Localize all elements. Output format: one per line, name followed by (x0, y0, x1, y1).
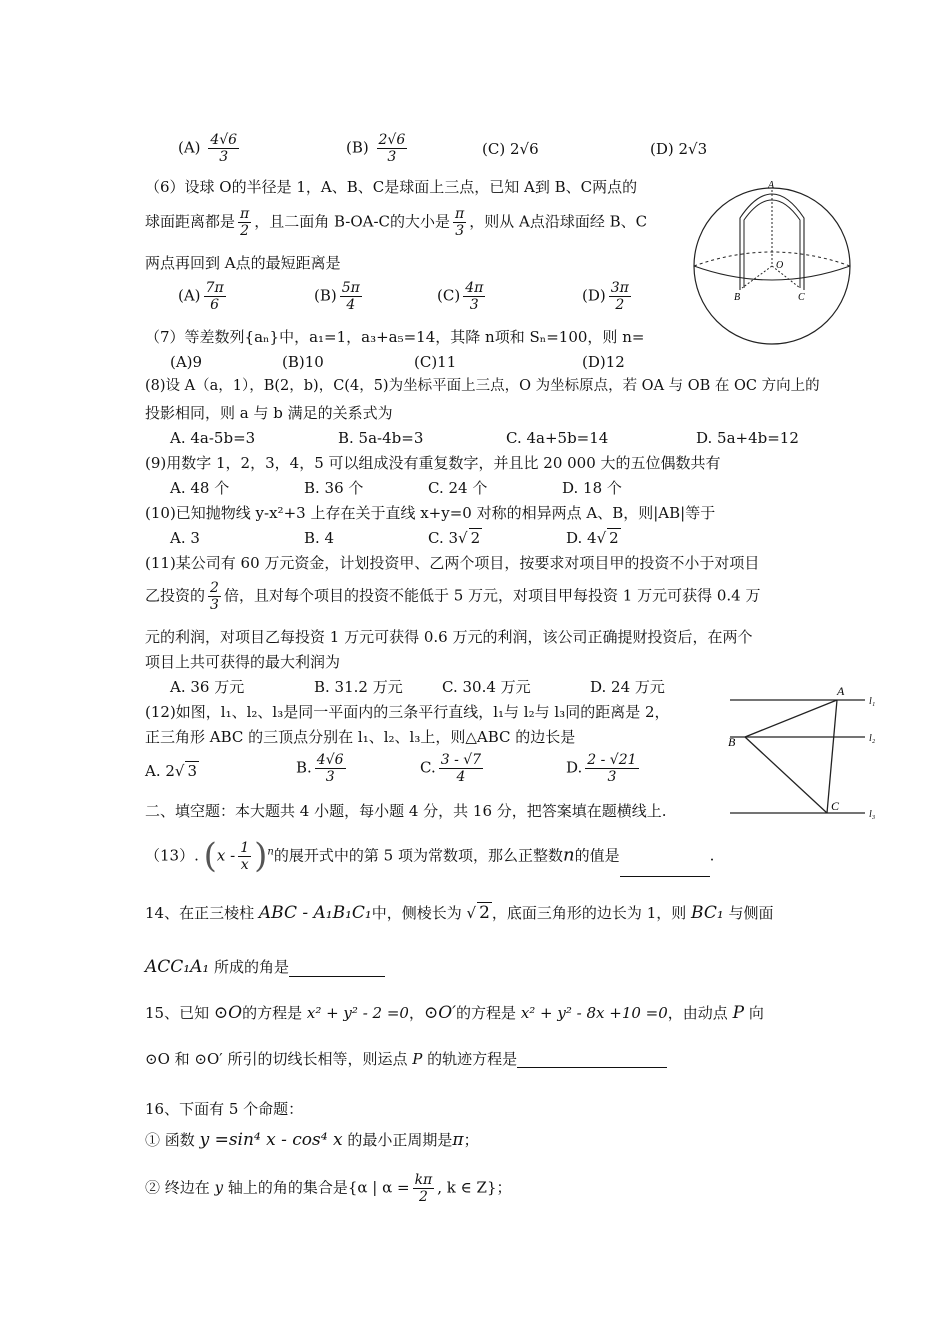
q12-option-b: B. $\frac{4√6}{3}$ (296, 752, 344, 786)
q10-stem: (10)已知抛物线 y-x²+3 上存在关于直线 x+y=0 对称的相异两点 A、B，则|AB|等于 (145, 504, 716, 522)
q16-intro: 16、下面有 5 个命题： (145, 1100, 304, 1118)
q7-option-c: (C)11 (414, 353, 457, 371)
q6-option-d: (D) $\frac{3\pi}{2}$ (582, 280, 629, 314)
q9-stem: (9)用数字 1，2，3，4，5 可以组成没有重复数字，并且比 20 000 大的五位偶数共有 (145, 454, 721, 472)
q8-option-c: C. 4a+5b=14 (506, 429, 609, 447)
section-2-heading: 二、填空题：本大题共 4 小题，每小题 4 分，共 16 分，把答案填在题横线上. (145, 802, 667, 820)
label-l2: l₂ (869, 733, 876, 744)
q14-line2: ACC₁A₁ 所成的角是 (145, 957, 385, 977)
q7-stem: （7）等差数列{aₙ}中，a₁=1，a₃+a₅=14，其降 n项和 Sₙ=100，则 n= (145, 328, 645, 346)
q6-line3: 两点再回到 A点的最短距离是 (145, 254, 341, 272)
q11-option-a: A. 36 万元 (170, 678, 245, 696)
q6-option-c: (C) $\frac{4\pi}{3}$ (437, 280, 484, 314)
q10-option-d: D. 4√ 2 (566, 529, 619, 547)
q5-option-d: (D) 2√3 (650, 140, 708, 158)
q8-option-a: A. 4a-5b=3 (170, 429, 256, 447)
q11-option-c: C. 30.4 万元 (442, 678, 531, 696)
label-b: B (734, 292, 741, 303)
side-ac (827, 700, 837, 813)
q6-line1: （6）设球 O的半径是 1，A、B、C是球面上三点，已知 A到 B、C两点的 (145, 178, 638, 196)
q11-line3: 元的利润，对项目乙每投资 1 万元可获得 0.6 万元的利润，该公司正确提财投资后，在两个 (145, 628, 753, 646)
q12-line1: (12)如图，l₁、l₂、l₃是同一平面内的三条平行直线，l₁与 l₂与 l₃同的距离是 2， (145, 703, 670, 721)
q6-line2: 球面距离都是 $\frac{\pi}{2}$ ，且二面角 B-OA-C的大小是 $\frac{\pi}{3}$ ，则从 A点沿球面经 B、C (145, 206, 648, 240)
q9-option-a: A. 48 个 (170, 479, 230, 497)
label-c: C (831, 799, 840, 813)
q7-option-b: (B)10 (282, 353, 324, 371)
sphere-figure (690, 178, 855, 348)
q13-answer-blank (620, 876, 710, 877)
q11-line4: 项目上共可获得的最大利润为 (145, 653, 341, 671)
q12-option-c: C. $\frac{3 - √7}{4}$ (420, 752, 482, 786)
q7-option-a: (A)9 (170, 353, 203, 371)
q11-line2: 乙投资的 $\frac{2}{3}$ 倍，且对每个项目的投资不能低于 5 万元，对项目甲每投资 1 万元可获得 0.4 万 (145, 580, 761, 614)
parallel-lines-figure (725, 680, 890, 825)
q10-option-c: C. 3√ 2 (428, 529, 481, 547)
q7-option-d: (D)12 (582, 353, 625, 371)
q10-option-b: B. 4 (304, 529, 335, 547)
side-ab (745, 700, 837, 737)
q12-option-a: A. 2√ 3 (145, 762, 198, 780)
label-l1: l₁ (869, 696, 876, 707)
side-bc (745, 737, 827, 813)
q15-line2: ⊙O 和 ⊙O′ 所引的切线长相等，则运点 P 的轨迹方程是 (145, 1050, 667, 1068)
q11-option-d: D. 24 万元 (590, 678, 665, 696)
q11-option-b: B. 31.2 万元 (314, 678, 403, 696)
q9-option-d: D. 18 个 (562, 479, 622, 497)
q14-answer-blank (289, 976, 385, 977)
equator-front (694, 266, 850, 280)
label-c: C (798, 292, 805, 303)
q16-item-1: ① 函数 y =sin⁴ x - cos⁴ x 的最小正周期是π； (145, 1130, 479, 1150)
q10-option-a: A. 3 (170, 529, 200, 547)
label-o: O (776, 260, 784, 271)
q8-line2: 投影相同，则 a 与 b 满足的关系式为 (145, 404, 393, 422)
radius-ob (742, 266, 772, 288)
label-l3: l₃ (869, 809, 876, 820)
q9-option-b: B. 36 个 (304, 479, 364, 497)
label-a: A (768, 180, 775, 191)
q5-option-b: (B) $\frac{2√6}{3}$ (346, 132, 406, 166)
q16-item-2: ② 终边在 y 轴上的角的集合是{α | α = $\frac{k\pi}{2}$ , k ∈ Z}； (145, 1172, 512, 1206)
label-a: A (837, 684, 845, 698)
q15-answer-blank (517, 1067, 667, 1068)
q14-line1: 14、在正三棱柱 ABC - A₁B₁C₁中，侧棱长为 √ 2 ，底面三角形的边长为 1，则 BC₁ 与侧面 (145, 903, 774, 923)
q5-option-a: (A) $\frac{4√6}{3}$ (178, 132, 238, 166)
q9-option-c: C. 24 个 (428, 479, 488, 497)
q8-option-d: D. 5a+4b=12 (696, 429, 799, 447)
q11-line1: (11)某公司有 60 万元资金，计划投资甲、乙两个项目，按要求对项目甲的投资不小于对项目 (145, 554, 760, 572)
q8-line1: (8)设 A（a，1），B(2，b)，C(4，5)为坐标平面上三点，O 为坐标原点，若 OA 与 OB 在 OC 方向上的 (145, 378, 820, 394)
q5-option-c: (C) 2√6 (482, 140, 539, 158)
q12-option-d: D. $\frac{2 - √21}{3}$ (566, 752, 637, 786)
q6-option-a: (A) $\frac{7\pi}{6}$ (178, 280, 224, 314)
label-b: B (728, 735, 736, 749)
q6-option-b: (B) $\frac{5\pi}{4}$ (314, 280, 360, 314)
q8-option-b: B. 5a-4b=3 (338, 429, 424, 447)
q12-line2: 正三角形 ABC 的三顶点分别在 l₁、l₂、l₃上，则△ABC 的边长是 (145, 728, 576, 746)
q15-line1: 15、已知 ⊙O的方程是 x² + y² - 2 =0，⊙O′的方程是 x² + y² - 8x +10 =0，由动点 P 向 (145, 1003, 764, 1023)
q13: （13）. (x - $\frac{1}{x}$ )$^n$的展开式中的第 5 项为常数项，那么正整数n的值是 . (145, 836, 715, 876)
